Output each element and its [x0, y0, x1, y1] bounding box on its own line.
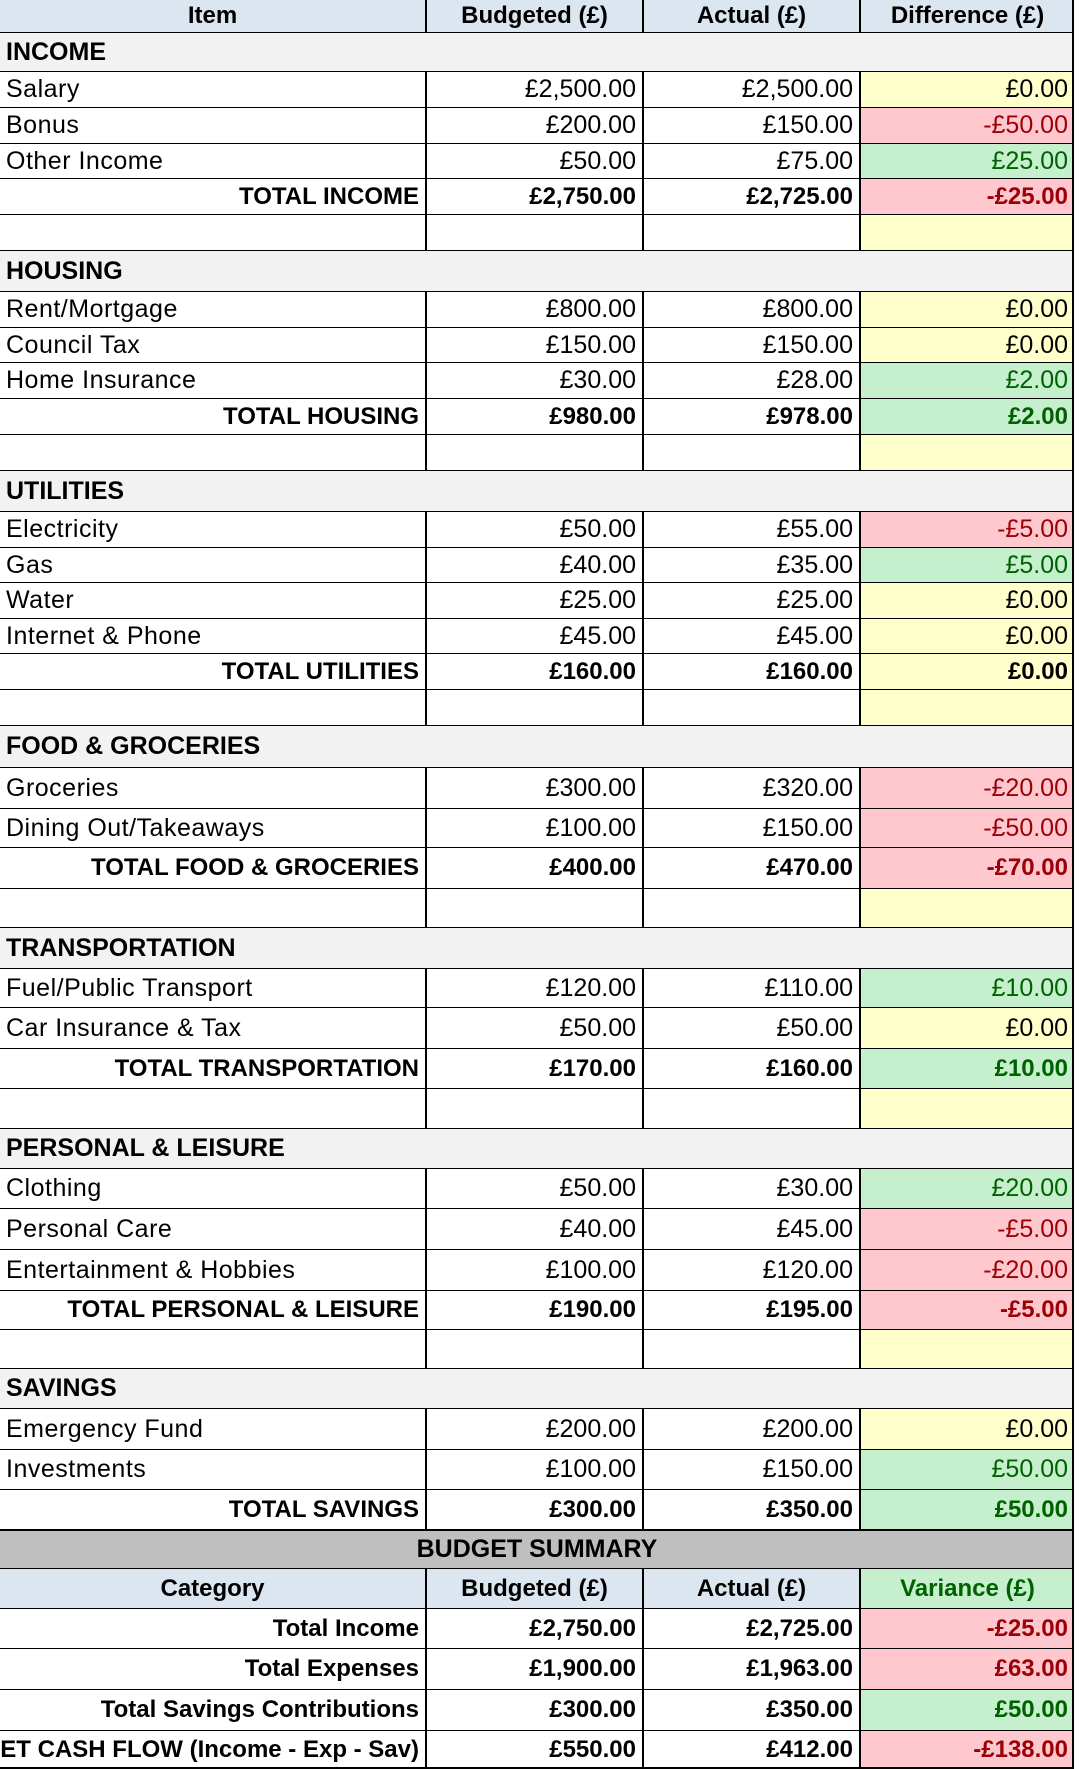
header-actual[interactable]: Actual (£)	[642, 0, 859, 32]
actual-cell[interactable]: £110.00	[642, 969, 859, 1007]
item-label[interactable]: Investments	[6, 1455, 147, 1483]
blank-cell[interactable]	[859, 435, 1074, 470]
summary-actual[interactable]: £2,725.00	[642, 1609, 859, 1648]
total-label[interactable]: TOTAL UTILITIES	[221, 657, 419, 685]
actual-cell[interactable]: £75.00	[642, 144, 859, 178]
blank-cell[interactable]	[642, 215, 859, 250]
budgeted-cell[interactable]: £800.00	[425, 292, 642, 327]
item-label[interactable]: Council Tax	[6, 330, 141, 359]
difference-cell[interactable]: £25.00	[859, 144, 1074, 178]
actual-cell[interactable]: £35.00	[642, 548, 859, 582]
total-label[interactable]: TOTAL SAVINGS	[228, 1495, 419, 1523]
difference-cell[interactable]: -£20.00	[859, 768, 1074, 808]
table-row	[0, 1249, 1074, 1290]
budgeted-cell[interactable]: £50.00	[425, 144, 642, 178]
total-budgeted[interactable]: £190.00	[425, 1291, 642, 1329]
total-row	[0, 653, 1074, 689]
summary-variance[interactable]: £50.00	[859, 1690, 1074, 1730]
section-title[interactable]: FOOD & GROCERIES	[6, 732, 261, 760]
section-header-row	[0, 1128, 1074, 1168]
table-row	[0, 143, 1074, 178]
item-label[interactable]: Fuel/Public Transport	[6, 973, 253, 1002]
total-label[interactable]: TOTAL PERSONAL & LEISURE	[67, 1296, 419, 1323]
blank-cell[interactable]	[0, 1089, 425, 1128]
table-row	[0, 511, 1074, 547]
total-row	[0, 1290, 1074, 1329]
section-header-row	[0, 1368, 1074, 1408]
difference-cell[interactable]: -£20.00	[859, 1250, 1074, 1290]
column-header-row	[0, 0, 1074, 32]
total-budgeted[interactable]: £170.00	[425, 1049, 642, 1088]
total-budgeted[interactable]: £400.00	[425, 848, 642, 888]
item-label[interactable]: Bonus	[6, 111, 80, 139]
actual-cell[interactable]: £150.00	[642, 1450, 859, 1489]
table-right-border	[1072, 0, 1074, 1769]
summary-title[interactable]: BUDGET SUMMARY	[416, 1535, 658, 1563]
budgeted-cell[interactable]: £100.00	[425, 809, 642, 847]
actual-cell[interactable]: £55.00	[642, 512, 859, 547]
total-actual[interactable]: £350.00	[642, 1490, 859, 1529]
blank-cell[interactable]	[425, 215, 642, 250]
actual-cell[interactable]: £45.00	[642, 619, 859, 653]
section-header-row	[0, 470, 1074, 511]
summary-row	[0, 1689, 1074, 1730]
budgeted-cell[interactable]: £100.00	[425, 1450, 642, 1489]
blank-row	[0, 1329, 1074, 1368]
summary-variance[interactable]: -£25.00	[859, 1609, 1074, 1648]
budgeted-cell[interactable]: £120.00	[425, 969, 642, 1007]
actual-cell[interactable]: £28.00	[642, 363, 859, 398]
summary-budgeted[interactable]: £2,750.00	[425, 1609, 642, 1648]
blank-cell[interactable]	[642, 889, 859, 927]
budgeted-cell[interactable]: £2,500.00	[425, 72, 642, 107]
item-label[interactable]: Rent/Mortgage	[6, 295, 178, 323]
item-label[interactable]: Salary	[6, 75, 80, 103]
total-actual[interactable]: £160.00	[642, 1049, 859, 1088]
budgeted-cell[interactable]: £150.00	[425, 328, 642, 362]
budgeted-cell[interactable]: £50.00	[425, 512, 642, 547]
summary-variance[interactable]: -£138.00	[859, 1731, 1074, 1769]
difference-cell[interactable]: £0.00	[859, 328, 1074, 362]
section-title[interactable]: SAVINGS	[6, 1374, 117, 1402]
total-budgeted[interactable]: £160.00	[425, 654, 642, 689]
section-header-row	[0, 725, 1074, 767]
total-difference[interactable]: -£5.00	[859, 1291, 1074, 1329]
budgeted-cell[interactable]: £50.00	[425, 1008, 642, 1048]
difference-cell[interactable]: £0.00	[859, 1008, 1074, 1048]
blank-cell[interactable]	[425, 889, 642, 927]
summary-actual[interactable]: £412.00	[642, 1731, 859, 1769]
section-title[interactable]: HOUSING	[6, 256, 123, 285]
actual-cell[interactable]: £200.00	[642, 1409, 859, 1449]
blank-cell[interactable]	[0, 1330, 425, 1368]
section-title[interactable]: TRANSPORTATION	[6, 933, 236, 962]
difference-cell[interactable]: -£50.00	[859, 108, 1074, 143]
budgeted-cell[interactable]: £100.00	[425, 1250, 642, 1290]
section-header-row	[0, 927, 1074, 968]
blank-cell[interactable]	[0, 690, 425, 725]
header-difference[interactable]: Difference (£)	[859, 0, 1074, 32]
section-title[interactable]: UTILITIES	[6, 476, 125, 505]
total-difference[interactable]: -£25.00	[859, 179, 1074, 214]
total-difference[interactable]: £10.00	[859, 1049, 1074, 1088]
summary-budgeted[interactable]: £300.00	[425, 1690, 642, 1730]
blank-row	[0, 1088, 1074, 1128]
difference-cell[interactable]: -£5.00	[859, 1209, 1074, 1249]
blank-row	[0, 434, 1074, 470]
budgeted-cell[interactable]: £300.00	[425, 768, 642, 808]
blank-cell[interactable]	[859, 690, 1074, 725]
summary-label[interactable]: ET CASH FLOW (Income - Exp - Sav)	[0, 1736, 419, 1763]
total-label[interactable]: TOTAL TRANSPORTATION	[114, 1054, 419, 1082]
budgeted-cell[interactable]: £45.00	[425, 619, 642, 653]
blank-cell[interactable]	[859, 1330, 1074, 1368]
table-row	[0, 1168, 1074, 1208]
header-budgeted[interactable]: Budgeted (£)	[425, 0, 642, 32]
total-difference[interactable]: -£70.00	[859, 848, 1074, 888]
table-row	[0, 1449, 1074, 1489]
total-budgeted[interactable]: £2,750.00	[425, 179, 642, 214]
summary-row	[0, 1608, 1074, 1648]
header-item[interactable]: Item	[0, 0, 425, 32]
total-actual[interactable]: £195.00	[642, 1291, 859, 1329]
summary-budgeted[interactable]: £550.00	[425, 1731, 642, 1769]
summary-budgeted[interactable]: £1,900.00	[425, 1649, 642, 1689]
blank-cell[interactable]	[642, 1330, 859, 1368]
blank-cell[interactable]	[425, 1089, 642, 1128]
actual-cell[interactable]: £25.00	[642, 583, 859, 618]
summary-row	[0, 1730, 1074, 1769]
difference-cell[interactable]: £0.00	[859, 619, 1074, 653]
item-label[interactable]: Groceries	[6, 773, 119, 802]
difference-cell[interactable]: £0.00	[859, 292, 1074, 327]
total-label[interactable]: TOTAL INCOME	[239, 182, 419, 210]
summary-actual[interactable]: £350.00	[642, 1690, 859, 1730]
actual-cell[interactable]: £30.00	[642, 1169, 859, 1208]
table-row	[0, 107, 1074, 143]
item-label[interactable]: Dining Out/Takeaways	[6, 813, 265, 842]
item-label[interactable]: Water	[6, 586, 75, 614]
section-title[interactable]: INCOME	[6, 37, 106, 66]
actual-cell[interactable]: £150.00	[642, 108, 859, 143]
table-row	[0, 1208, 1074, 1249]
difference-cell[interactable]: £50.00	[859, 1450, 1074, 1489]
total-budgeted[interactable]: £300.00	[425, 1490, 642, 1529]
blank-row	[0, 888, 1074, 927]
actual-cell[interactable]: £45.00	[642, 1209, 859, 1249]
total-label[interactable]: TOTAL HOUSING	[222, 402, 419, 430]
item-label[interactable]: Emergency Fund	[6, 1414, 204, 1443]
table-row	[0, 767, 1074, 808]
budgeted-cell[interactable]: £50.00	[425, 1169, 642, 1208]
section-header-row	[0, 32, 1074, 71]
total-budgeted[interactable]: £980.00	[425, 399, 642, 434]
difference-cell[interactable]: -£50.00	[859, 809, 1074, 847]
blank-cell[interactable]	[642, 690, 859, 725]
summary-label[interactable]: Total Income	[272, 1614, 419, 1642]
total-actual[interactable]: £978.00	[642, 399, 859, 434]
section-title[interactable]: PERSONAL & LEISURE	[6, 1134, 285, 1162]
blank-row	[0, 689, 1074, 725]
table-row	[0, 547, 1074, 582]
summary-header-actual[interactable]: Actual (£)	[642, 1569, 859, 1608]
total-row	[0, 847, 1074, 888]
item-label[interactable]: Electricity	[6, 515, 119, 543]
item-label[interactable]: Home Insurance	[6, 366, 197, 394]
summary-header-budgeted[interactable]: Budgeted (£)	[425, 1569, 642, 1608]
total-actual[interactable]: £160.00	[642, 654, 859, 689]
summary-label[interactable]: Total Savings Contributions	[100, 1696, 419, 1723]
difference-cell[interactable]: £5.00	[859, 548, 1074, 582]
blank-cell[interactable]	[642, 435, 859, 470]
total-actual[interactable]: £2,725.00	[642, 179, 859, 214]
difference-cell[interactable]: £0.00	[859, 72, 1074, 107]
summary-header-row	[0, 1568, 1074, 1608]
budgeted-cell[interactable]: £40.00	[425, 1209, 642, 1249]
total-difference[interactable]: £0.00	[859, 654, 1074, 689]
total-row	[0, 1048, 1074, 1088]
total-row	[0, 178, 1074, 214]
blank-cell[interactable]	[425, 690, 642, 725]
item-label[interactable]: Personal Care	[6, 1214, 173, 1243]
summary-actual[interactable]: £1,963.00	[642, 1649, 859, 1689]
blank-cell[interactable]	[425, 435, 642, 470]
difference-cell[interactable]: £2.00	[859, 363, 1074, 398]
blank-cell[interactable]	[0, 889, 425, 927]
section-header-row	[0, 250, 1074, 291]
blank-cell[interactable]	[0, 435, 425, 470]
item-label[interactable]: Clothing	[6, 1174, 102, 1202]
summary-variance[interactable]: £63.00	[859, 1649, 1074, 1689]
blank-row	[0, 214, 1074, 250]
difference-cell[interactable]: £0.00	[859, 1409, 1074, 1449]
table-row	[0, 362, 1074, 398]
blank-cell[interactable]	[859, 215, 1074, 250]
total-row	[0, 1489, 1074, 1529]
summary-row	[0, 1648, 1074, 1689]
table-row	[0, 618, 1074, 653]
budgeted-cell[interactable]: £25.00	[425, 583, 642, 618]
blank-cell[interactable]	[0, 215, 425, 250]
total-row	[0, 398, 1074, 434]
total-label[interactable]: TOTAL FOOD & GROCERIES	[90, 854, 419, 881]
actual-cell[interactable]: £120.00	[642, 1250, 859, 1290]
item-label[interactable]: Gas	[6, 550, 54, 579]
total-actual[interactable]: £470.00	[642, 848, 859, 888]
table-row	[0, 327, 1074, 362]
difference-cell[interactable]: £20.00	[859, 1169, 1074, 1208]
difference-cell[interactable]: -£5.00	[859, 512, 1074, 547]
total-difference[interactable]: £50.00	[859, 1490, 1074, 1529]
item-label[interactable]: Internet & Phone	[6, 621, 202, 650]
table-row	[0, 808, 1074, 847]
table-row	[0, 291, 1074, 327]
actual-cell[interactable]: £2,500.00	[642, 72, 859, 107]
actual-cell[interactable]: £800.00	[642, 292, 859, 327]
item-label[interactable]: Entertainment & Hobbies	[6, 1255, 296, 1284]
total-difference[interactable]: £2.00	[859, 399, 1074, 434]
actual-cell[interactable]: £150.00	[642, 328, 859, 362]
table-row	[0, 1408, 1074, 1449]
table-row	[0, 1007, 1074, 1048]
budgeted-cell[interactable]: £30.00	[425, 363, 642, 398]
blank-cell[interactable]	[425, 1330, 642, 1368]
summary-header-category[interactable]: Category	[0, 1569, 425, 1608]
blank-cell[interactable]	[642, 1089, 859, 1128]
summary-label[interactable]: Total Expenses	[244, 1655, 419, 1682]
actual-cell[interactable]: £150.00	[642, 809, 859, 847]
actual-cell[interactable]: £50.00	[642, 1008, 859, 1048]
blank-cell[interactable]	[859, 889, 1074, 927]
table-row	[0, 71, 1074, 107]
difference-cell[interactable]: £10.00	[859, 969, 1074, 1007]
blank-cell[interactable]	[859, 1089, 1074, 1128]
summary-title-row	[0, 1529, 1074, 1568]
summary-header-variance[interactable]: Variance (£)	[859, 1569, 1074, 1608]
actual-cell[interactable]: £320.00	[642, 768, 859, 808]
budgeted-cell[interactable]: £40.00	[425, 548, 642, 582]
table-row	[0, 968, 1074, 1007]
budgeted-cell[interactable]: £200.00	[425, 1409, 642, 1449]
budgeted-cell[interactable]: £200.00	[425, 108, 642, 143]
difference-cell[interactable]: £0.00	[859, 583, 1074, 618]
table-row	[0, 582, 1074, 618]
item-label[interactable]: Car Insurance & Tax	[6, 1013, 242, 1042]
item-label[interactable]: Other Income	[6, 146, 164, 175]
